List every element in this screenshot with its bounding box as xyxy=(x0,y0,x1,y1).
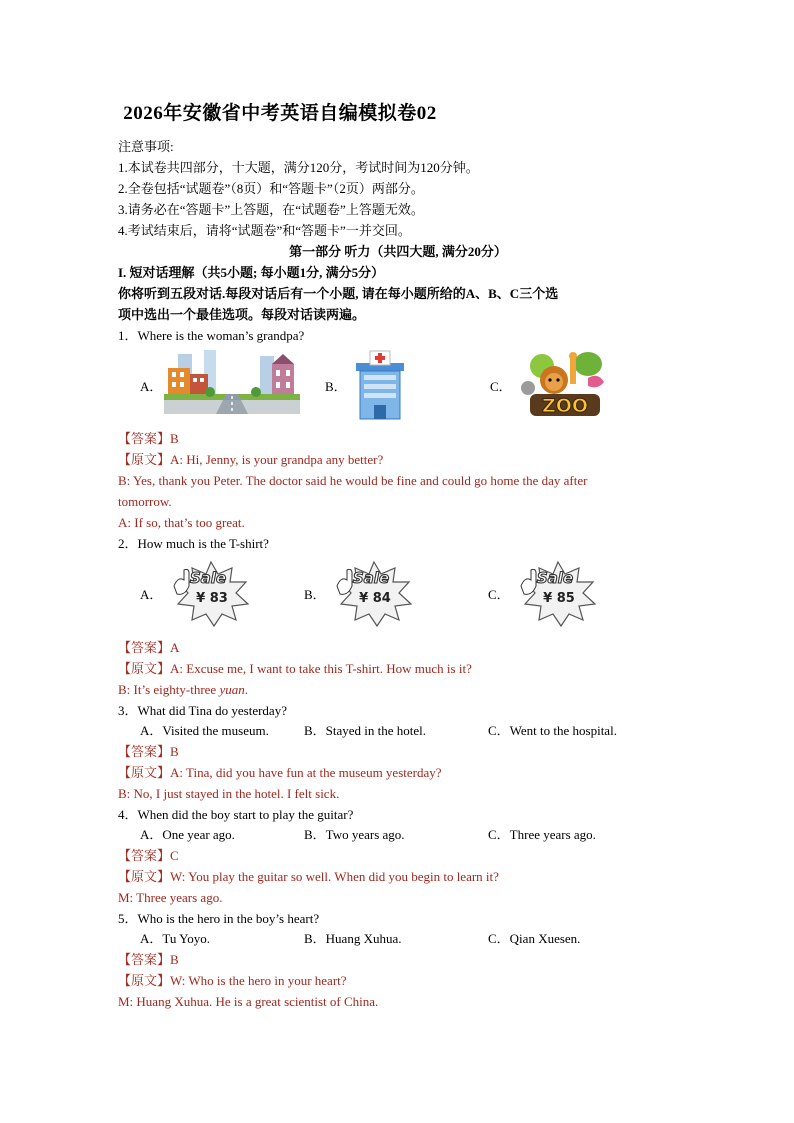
option-label: B． xyxy=(304,587,326,602)
transcript-line: 【原文】A: Excuse me, I want to take this T-shirt. How much is it? xyxy=(118,661,472,676)
transcript-line: B: Yes, thank you Peter. The doctor said he would be fine and could go home the day after xyxy=(118,473,588,488)
option-text: B．Stayed in the hotel. xyxy=(304,723,427,738)
sale-tag-image xyxy=(515,558,601,632)
option-label: C． xyxy=(488,587,510,602)
transcript-line: tomorrow. xyxy=(118,494,172,509)
price-label: ¥ 83 xyxy=(196,591,228,606)
section-heading: I. 短对话理解（共5小题; 每小题1分, 满分5分） xyxy=(118,265,385,280)
zoo-image xyxy=(514,348,614,430)
option-text: C．Qian Xuesen. xyxy=(488,931,581,946)
option-text: A．One year ago. xyxy=(140,827,235,842)
price-label: ¥ 85 xyxy=(543,591,575,606)
transcript-text: . xyxy=(244,682,248,697)
option-text: B．Huang Xuhua. xyxy=(304,931,402,946)
transcript-line: M: Three years ago. xyxy=(118,890,223,905)
transcript-line: A: If so, that’s too great. xyxy=(118,515,245,530)
sale-tag-image xyxy=(168,558,254,632)
notice-heading: 注意事项: xyxy=(118,139,174,154)
option-text: A．Tu Yoyo. xyxy=(140,931,210,946)
option-label: A． xyxy=(140,379,163,394)
sale-word: Sale xyxy=(536,569,574,587)
transcript-line xyxy=(118,681,248,699)
option-label: A． xyxy=(140,587,163,602)
question-stem: 3．What did Tina do yesterday? xyxy=(118,703,287,718)
question-stem: 2．How much is the T-shirt? xyxy=(118,536,269,551)
option-label: C． xyxy=(490,379,512,394)
notice-item: 4.考试结束后，请将“试题卷”和“答题卡”一并交回。 xyxy=(118,223,411,238)
instruction-line: 项中选出一个最佳选项。每段对话读两遍。 xyxy=(118,307,366,322)
question-stem: 1．Where is the woman’s grandpa? xyxy=(118,328,305,343)
price-label: ¥ 84 xyxy=(359,591,391,606)
notice-item: 3.请务必在“答题卡”上答题，在“试题卷”上答题无效。 xyxy=(118,202,424,217)
answer-line: 【答案】C xyxy=(118,848,179,863)
notice-item: 2.全卷包括“试题卷”（8页）和“答题卡”（2页）两部分。 xyxy=(118,181,424,196)
transcript-line: B: No, I just stayed in the hotel. I felt sick. xyxy=(118,786,340,801)
transcript-line: 【原文】W: You play the guitar so well. When did you begin to learn it? xyxy=(118,869,499,884)
zoo-sign-text: ZOO xyxy=(541,395,589,417)
part-heading: 第一部分 听力（共四大题, 满分20分） xyxy=(289,244,507,259)
sale-tag-image xyxy=(331,558,417,632)
hospital-image xyxy=(352,349,408,425)
question-stem: 4．When did the boy start to play the guitar? xyxy=(118,807,354,822)
option-text: C．Three years ago. xyxy=(488,827,596,842)
transcript-line: M: Huang Xuhua. He is a great scientist of China. xyxy=(118,994,379,1009)
option-text: A．Visited the museum. xyxy=(140,723,269,738)
answer-line: 【答案】B xyxy=(118,952,179,967)
answer-line: 【答案】A xyxy=(118,640,180,655)
street-image xyxy=(164,350,300,418)
option-label: B． xyxy=(325,379,347,394)
transcript-italic: yuan xyxy=(219,682,245,697)
instruction-line: 你将听到五段对话.每段对话后有一个小题, 请在每小题所给的A、B、C三个选 xyxy=(118,286,559,301)
page-title: 2026年安徽省中考英语自编模拟卷02 xyxy=(123,103,437,124)
notice-item: 1.本试卷共四部分，十大题，满分120分，考试时间为120分钟。 xyxy=(118,160,479,175)
transcript-line: 【原文】A: Hi, Jenny, is your grandpa any better? xyxy=(118,452,384,467)
sale-word: Sale xyxy=(189,569,227,587)
option-text: B．Two years ago. xyxy=(304,827,405,842)
answer-line: 【答案】B xyxy=(118,744,179,759)
question-stem: 5．Who is the hero in the boy’s heart? xyxy=(118,911,320,926)
sale-word: Sale xyxy=(352,569,390,587)
transcript-line: 【原文】A: Tina, did you have fun at the museum yesterday? xyxy=(118,765,442,780)
transcript-line: 【原文】W: Who is the hero in your heart? xyxy=(118,973,347,988)
transcript-text: B: It’s eighty-three xyxy=(118,682,220,697)
option-text: C．Went to the hospital. xyxy=(488,723,617,738)
answer-line: 【答案】B xyxy=(118,431,179,446)
